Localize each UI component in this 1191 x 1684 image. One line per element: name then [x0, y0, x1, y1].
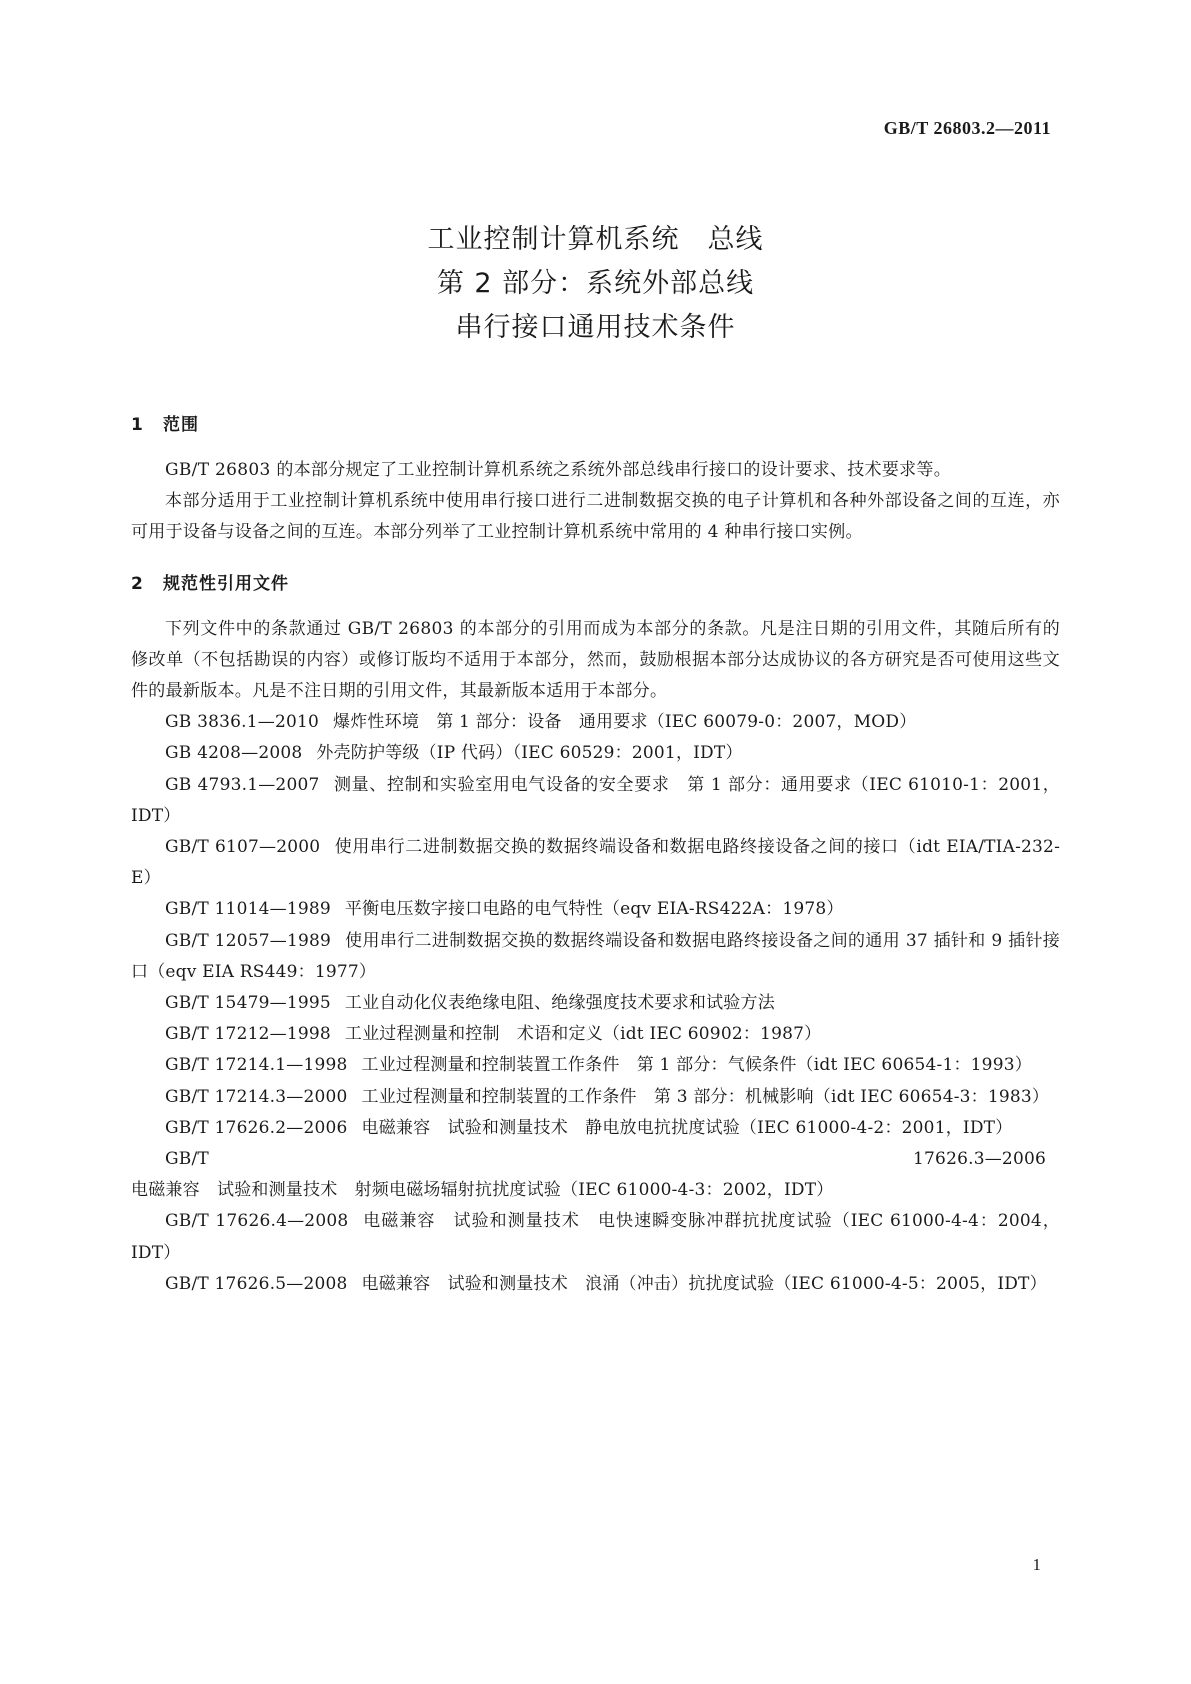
document-title — [0, 218, 1191, 350]
section-1-title: 范围 — [163, 415, 199, 435]
section-1-heading — [131, 410, 1060, 435]
reference-code: GB/T 15479—1995 — [165, 993, 331, 1014]
reference-code: GB 4208—2008 — [165, 743, 303, 764]
section-1-paragraph: GB/T 26803 的本部分规定了工业控制计算机系统之系统外部总线串行接口的设计要求、技术要求等。 — [165, 460, 952, 480]
section-1-number: 1 — [131, 415, 144, 435]
reference-item — [131, 738, 1060, 769]
reference-item — [131, 894, 1060, 925]
reference-title: 工业自动化仪表绝缘电阻、绝缘强度技术要求和试验方法 — [344, 993, 775, 1014]
reference-code: GB/T 17212—1998 — [165, 1024, 331, 1045]
reference-item — [131, 1269, 1060, 1300]
reference-item — [131, 770, 1060, 832]
reference-item — [131, 707, 1060, 738]
reference-title: 平衡电压数字接口电路的电气特性（eqv EIA-RS422A：1978） — [344, 899, 844, 920]
reference-title: 测量、控制和实验室用电气设备的安全要求 第 1 部分：通用要求（IEC 61010-1：2001，IDT） — [131, 774, 1060, 826]
reference-title: 电磁兼容 试验和测量技术 射频电磁场辐射抗扰度试验（IEC 61000-4-3：2002，IDT） — [131, 1180, 834, 1201]
reference-code: GB 4793.1—2007 — [165, 774, 320, 795]
reference-list — [131, 707, 1060, 1300]
reference-item — [131, 1019, 1060, 1050]
reference-item — [131, 1050, 1060, 1081]
reference-code: GB/T 11014—1989 — [165, 899, 331, 920]
reference-title: 工业过程测量和控制装置工作条件 第 1 部分：气候条件（idt IEC 60654-1：1993） — [361, 1055, 1032, 1076]
section-2-number: 2 — [131, 573, 144, 594]
reference-code: GB/T 12057—1989 — [165, 930, 332, 951]
section-1-paragraph: 本部分适用于工业控制计算机系统中使用串行接口进行二进制数据交换的电子计算机和各种外部设备之间的互连，亦可用于设备与设备之间的互连。本部分列举了工业控制计算机系统中常用的 4 种串行接口实例。 — [131, 491, 1060, 543]
section-2-title: 规范性引用文件 — [163, 573, 289, 594]
page-number: 1 — [1032, 1555, 1041, 1574]
reference-code: GB/T 6107—2000 — [165, 837, 321, 858]
title-line-2: 第 2 部分：系统外部总线 — [436, 268, 755, 299]
reference-code: GB/T 17214.1—1998 — [165, 1055, 348, 1076]
standard-number: GB/T 26803.2—2011 — [883, 118, 1051, 138]
reference-code: GB/T 17626.4—2008 — [165, 1211, 349, 1232]
reference-item — [131, 926, 1060, 988]
section-2-intro: 下列文件中的条款通过 GB/T 26803 的本部分的引用而成为本部分的条款。凡是注日期的引用文件，其随后所有的修改单（不包括勘误的内容）或修订版均不适用于本部分，然而，鼓励根据本部分达成协议的各方研究是否可使用这些文件的最新版本。凡是不注日期的引用文件，其最新版本适用于本部分。 — [131, 618, 1060, 702]
reference-title: 爆炸性环境 第 1 部分：设备 通用要求（IEC 60079-0：2007，MOD） — [333, 712, 917, 733]
reference-item — [131, 832, 1060, 894]
reference-title: 电磁兼容 试验和测量技术 静电放电抗扰度试验（IEC 61000-4-2：2001，IDT） — [361, 1117, 1013, 1138]
reference-code: GB/T 17626.3—2006 — [165, 1149, 1046, 1170]
reference-title: 工业过程测量和控制 术语和定义（idt IEC 60902：1987） — [344, 1024, 822, 1045]
reference-title: 使用串行二进制数据交换的数据终端设备和数据电路终接设备之间的通用 37 插针和 9 插针接口（eqv EIA RS449：1977） — [131, 930, 1060, 982]
document-body — [131, 410, 1060, 1300]
reference-item — [131, 988, 1060, 1019]
title-line-1: 工业控制计算机系统 总线 — [427, 224, 764, 255]
title-line-3: 串行接口通用技术条件 — [455, 312, 736, 343]
section-2-heading — [131, 569, 1060, 594]
reference-title: 电磁兼容 试验和测量技术 电快速瞬变脉冲群抗扰度试验（IEC 61000-4-4：2004，IDT） — [131, 1211, 1060, 1263]
reference-code: GB/T 17626.2—2006 — [165, 1117, 348, 1138]
reference-title: 工业过程测量和控制装置的工作条件 第 3 部分：机械影响（idt IEC 60654-3：1983） — [361, 1086, 1050, 1107]
reference-code: GB 3836.1—2010 — [165, 712, 320, 733]
reference-item — [131, 1113, 1060, 1144]
reference-code: GB/T 17626.5—2008 — [165, 1273, 348, 1294]
reference-title: 使用串行二进制数据交换的数据终端设备和数据电路终接设备之间的接口（idt EIA/TIA-232-E） — [131, 837, 1061, 889]
reference-title: 电磁兼容 试验和测量技术 浪涌（冲击）抗扰度试验（IEC 61000-4-5：2005，IDT） — [361, 1273, 1047, 1294]
reference-item — [131, 1206, 1060, 1268]
reference-item — [131, 1144, 1060, 1206]
reference-title: 外壳防护等级（IP 代码）（IEC 60529：2001，IDT） — [316, 743, 743, 764]
reference-code: GB/T 17214.3—2000 — [165, 1086, 348, 1107]
reference-item — [131, 1082, 1060, 1113]
